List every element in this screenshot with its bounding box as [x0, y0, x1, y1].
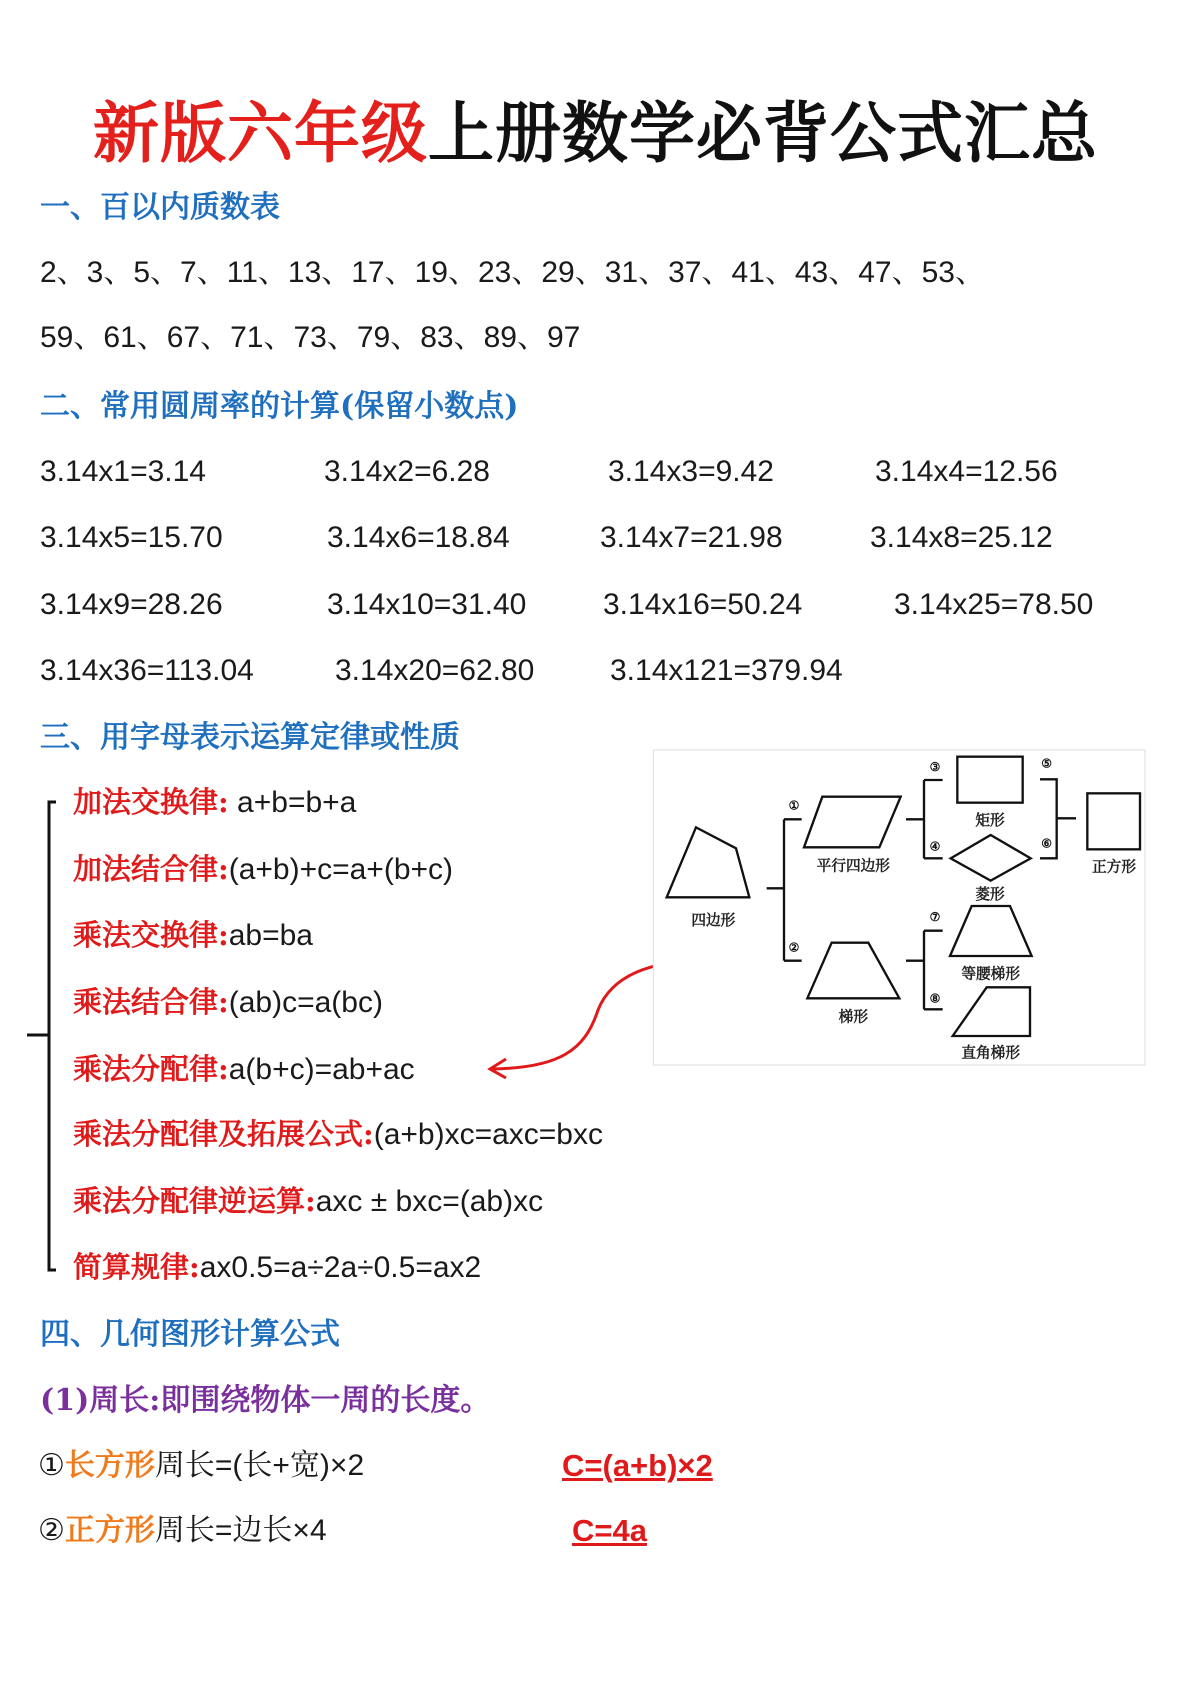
law-row [73, 1245, 481, 1289]
marker: ⑥ [1041, 836, 1053, 851]
marker: ⑧ [929, 991, 941, 1006]
perimeter-row [38, 1444, 364, 1488]
pi-item: 3.14x25=78.50 [894, 588, 1094, 621]
pi-item: 3.14x10=31.40 [327, 588, 527, 621]
pi-item: 3.14x20=62.80 [335, 654, 535, 687]
prime-line: 59、61、67、71、73、79、83、89、97 [40, 321, 581, 354]
law-formula: ax0.5=a÷2a÷0.5=ax2 [199, 1251, 482, 1284]
pi-item: 3.14x4=12.56 [875, 455, 1058, 488]
pi-item: 3.14x36=113.04 [40, 654, 254, 687]
label-right: 直角梯形 [961, 1044, 1020, 1062]
law-label: 加法交换律: [73, 785, 229, 819]
title-black-part: 上册数学必背公式汇总 [428, 94, 1098, 172]
law-row [73, 847, 453, 891]
law-label: 乘法分配律: [73, 1052, 229, 1086]
label-iso: 等腰梯形 [961, 965, 1020, 983]
law-row [73, 913, 313, 957]
law-row [73, 780, 356, 824]
label-para: 平行四边形 [816, 857, 890, 875]
section-2-heading: 二、常用圆周率的计算(保留小数点) [40, 389, 519, 424]
pi-item: 3.14x16=50.24 [603, 588, 803, 621]
prime-line: 2、3、5、7、11、13、17、19、23、29、31、37、41、43、47、53、 [40, 256, 985, 289]
shape-name: 长方形 [64, 1449, 155, 1482]
perimeter-text: 周长=(长+宽)×2 [154, 1449, 365, 1482]
law-formula: (ab)c=a(bc) [228, 986, 383, 1019]
law-row [73, 1047, 415, 1091]
item-number: ① [38, 1449, 65, 1482]
page-title [0, 88, 1191, 178]
pi-item: 3.14x121=379.94 [610, 654, 843, 687]
section-4-heading: 四、几何图形计算公式 [40, 1317, 340, 1352]
perimeter-row [38, 1509, 327, 1553]
perimeter-text: 周长=边长×4 [154, 1514, 327, 1547]
marker: ② [788, 940, 800, 955]
law-label: 乘法分配律及拓展公式: [73, 1117, 374, 1151]
perimeter-formula: C=(a+b)×2 [562, 1448, 713, 1483]
pi-item: 3.14x2=6.28 [324, 455, 490, 488]
title-red-part: 新版六年级 [93, 94, 428, 172]
law-label: 乘法交换律: [73, 918, 229, 952]
law-formula: a(b+c)=ab+ac [228, 1053, 415, 1086]
law-label: 乘法结合律: [73, 985, 229, 1019]
label-trap: 梯形 [838, 1008, 868, 1026]
perimeter-formula: C=4a [572, 1513, 647, 1548]
section-1-heading: 一、百以内质数表 [40, 190, 280, 225]
law-row [73, 980, 383, 1024]
section-3-heading: 三、用字母表示运算定律或性质 [40, 720, 460, 755]
pi-item: 3.14x6=18.84 [327, 521, 510, 554]
law-row [73, 1112, 603, 1156]
perimeter-subheading: (1)周长:即围绕物体一周的长度。 [40, 1383, 491, 1418]
pi-item: 3.14x9=28.26 [40, 588, 223, 621]
shape-name: 正方形 [64, 1514, 155, 1547]
law-row [73, 1179, 543, 1223]
marker: ④ [929, 839, 941, 854]
label-rhombus: 菱形 [975, 886, 1005, 903]
law-formula: a+b=b+a [228, 786, 357, 819]
pi-item: 3.14x1=3.14 [40, 455, 206, 488]
label-rect: 矩形 [975, 812, 1005, 829]
quadrilateral-diagram [650, 740, 1191, 1080]
label-square: 正方形 [1092, 858, 1136, 876]
law-label: 加法结合律: [73, 852, 229, 886]
marker: ⑦ [929, 910, 941, 924]
left-brace [20, 790, 60, 1280]
law-formula: (a+b)xc=axc=bxc [373, 1118, 603, 1151]
law-formula: axc ± bxc=(ab)xc [315, 1185, 544, 1218]
law-formula: ab=ba [228, 919, 313, 952]
item-number: ② [38, 1514, 65, 1547]
law-label: 简算规律: [73, 1250, 200, 1284]
law-label: 乘法分配律逆运算: [73, 1184, 316, 1218]
pi-item: 3.14x3=9.42 [608, 455, 774, 488]
marker: ③ [929, 760, 941, 774]
pi-item: 3.14x8=25.12 [870, 521, 1053, 554]
label-quad: 四边形 [691, 912, 736, 929]
pi-item: 3.14x5=15.70 [40, 521, 223, 554]
marker: ① [788, 798, 800, 813]
law-formula: (a+b)+c=a+(b+c) [228, 853, 454, 886]
marker: ⑤ [1041, 756, 1053, 771]
pi-item: 3.14x7=21.98 [600, 521, 783, 554]
